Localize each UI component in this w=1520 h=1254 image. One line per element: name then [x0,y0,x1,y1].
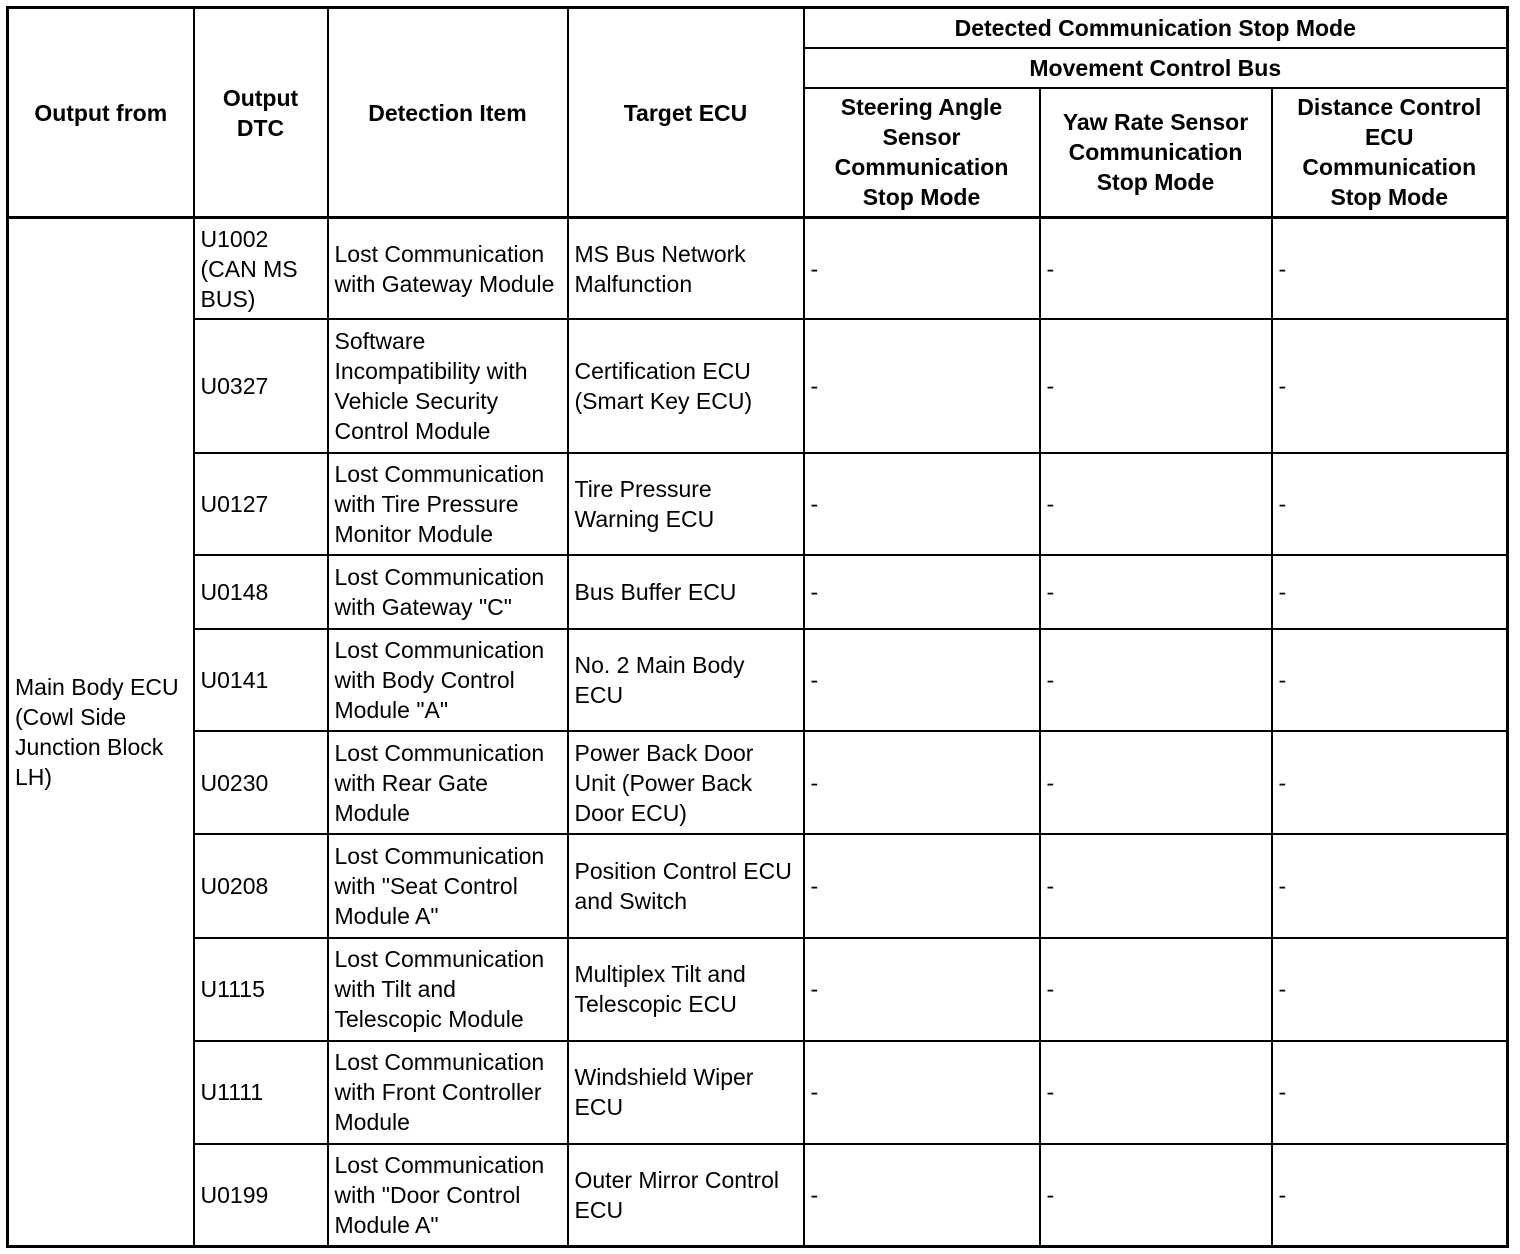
distance-cell: - [1272,938,1508,1041]
detection-item-cell: Lost Communication with Body Control Module "A" [328,629,568,732]
yaw-cell: - [1040,555,1272,629]
table-row [8,834,1508,938]
target-ecu-cell: No. 2 Main Body ECU [568,629,804,732]
yaw-cell: - [1040,731,1272,834]
distance-cell: - [1272,1041,1508,1144]
steering-cell: - [804,319,1040,453]
target-ecu-cell: Position Control ECU and Switch [568,834,804,938]
target-ecu-cell: MS Bus Network Malfunction [568,218,804,320]
yaw-cell: - [1040,453,1272,555]
distance-cell: - [1272,629,1508,732]
steering-cell: - [804,1041,1040,1144]
distance-cell: - [1272,319,1508,453]
header-output-dtc: Output DTC [194,8,328,218]
dtc-cell: U0230 [194,731,328,834]
table-row [8,319,1508,453]
distance-cell: - [1272,453,1508,555]
header-distance: Distance Control ECU Communication Stop Mode [1272,88,1508,218]
table-row [8,938,1508,1041]
table-row [8,1041,1508,1144]
table-body [8,218,1508,1247]
dtc-cell: U0148 [194,555,328,629]
target-ecu-cell: Power Back Door Unit (Power Back Door ECU) [568,731,804,834]
target-ecu-cell: Windshield Wiper ECU [568,1041,804,1144]
yaw-cell: - [1040,629,1272,732]
target-ecu-cell: Outer Mirror Control ECU [568,1144,804,1247]
target-ecu-cell: Certification ECU (Smart Key ECU) [568,319,804,453]
detection-item-cell: Lost Communication with Rear Gate Module [328,731,568,834]
yaw-cell: - [1040,218,1272,320]
yaw-cell: - [1040,319,1272,453]
yaw-cell: - [1040,834,1272,938]
header-steering: Steering Angle Sensor Communication Stop Mode [804,88,1040,218]
dtc-cell: U1111 [194,1041,328,1144]
detection-item-cell: Lost Communication with Gateway "C" [328,555,568,629]
dtc-cell: U1115 [194,938,328,1041]
detection-item-cell: Software Incompatibility with Vehicle Security Control Module [328,319,568,453]
steering-cell: - [804,1144,1040,1247]
dtc-cell: U0327 [194,319,328,453]
table-row [8,1144,1508,1247]
dtc-table [6,6,1509,1248]
distance-cell: - [1272,218,1508,320]
steering-cell: - [804,218,1040,320]
steering-cell: - [804,453,1040,555]
steering-cell: - [804,629,1040,732]
table-row [8,453,1508,555]
dtc-cell: U0141 [194,629,328,732]
distance-cell: - [1272,731,1508,834]
target-ecu-cell: Bus Buffer ECU [568,555,804,629]
detection-item-cell: Lost Communication with "Door Control Module A" [328,1144,568,1247]
steering-cell: - [804,731,1040,834]
header-output-from: Output from [8,8,194,218]
detection-item-cell: Lost Communication with Tire Pressure Monitor Module [328,453,568,555]
dtc-cell: U0208 [194,834,328,938]
yaw-cell: - [1040,1041,1272,1144]
dtc-cell: U0127 [194,453,328,555]
header-target-ecu: Target ECU [568,8,804,218]
header-bus: Movement Control Bus [804,48,1508,88]
dtc-cell: U0199 [194,1144,328,1247]
detection-item-cell: Lost Communication with Front Controller Module [328,1041,568,1144]
distance-cell: - [1272,1144,1508,1247]
header-detection-item: Detection Item [328,8,568,218]
table-row [8,629,1508,732]
table-row [8,555,1508,629]
detection-item-cell: Lost Communication with Tilt and Telescopic Module [328,938,568,1041]
target-ecu-cell: Multiplex Tilt and Telescopic ECU [568,938,804,1041]
steering-cell: - [804,834,1040,938]
yaw-cell: - [1040,938,1272,1041]
detection-item-cell: Lost Communication with Gateway Module [328,218,568,320]
dtc-cell: U1002 (CAN MS BUS) [194,218,328,320]
detection-item-cell: Lost Communication with "Seat Control Module A" [328,834,568,938]
output-from-cell: Main Body ECU (Cowl Side Junction Block LH) [8,218,194,1247]
target-ecu-cell: Tire Pressure Warning ECU [568,453,804,555]
table-row [8,218,1508,320]
distance-cell: - [1272,834,1508,938]
header-yaw: Yaw Rate Sensor Communication Stop Mode [1040,88,1272,218]
steering-cell: - [804,555,1040,629]
distance-cell: - [1272,555,1508,629]
header-detected-mode: Detected Communication Stop Mode [804,8,1508,48]
yaw-cell: - [1040,1144,1272,1247]
steering-cell: - [804,938,1040,1041]
table-row [8,731,1508,834]
